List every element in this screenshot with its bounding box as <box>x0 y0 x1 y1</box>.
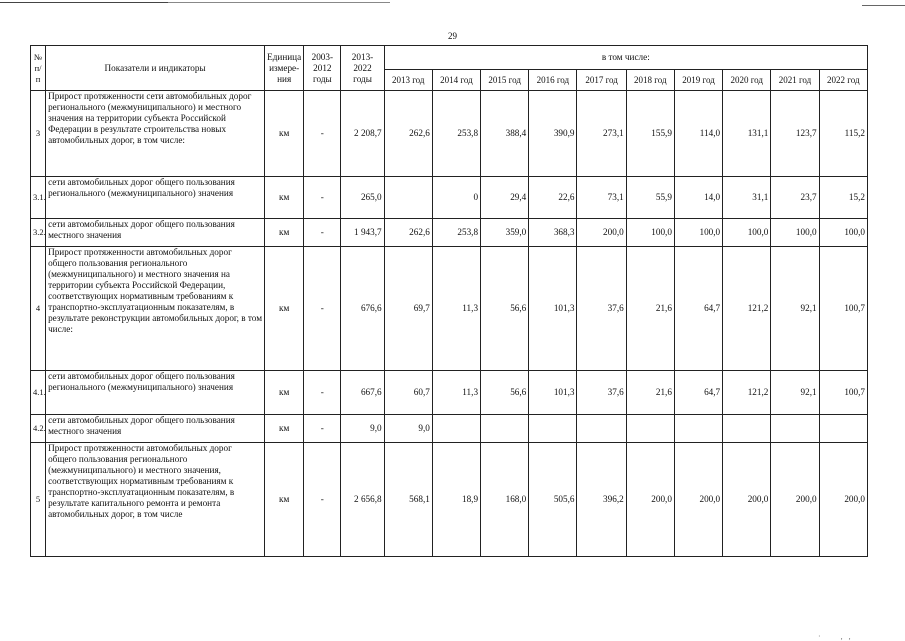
row-value-2019: 64,7 <box>674 247 722 371</box>
row-value-2016: 101,3 <box>529 247 577 371</box>
row-unit: км <box>265 177 304 219</box>
row-value-2020: 200,0 <box>723 443 771 557</box>
row-value-2020: 121,2 <box>723 371 771 415</box>
row-value-2015: 56,6 <box>481 247 529 371</box>
row-value-2020: 121,2 <box>723 247 771 371</box>
header-year: 2017 год <box>577 70 626 91</box>
row-name: сети автомобильных дорог общего пользования регионального (межмуниципального) значения <box>46 371 265 415</box>
row-value-2015: 56,6 <box>481 371 529 415</box>
row-value-2022 <box>819 415 867 443</box>
row-num: 5 <box>31 443 46 557</box>
row-value-2013: 9,0 <box>384 415 432 443</box>
row-value-2018 <box>626 415 674 443</box>
row-value-2020 <box>723 415 771 443</box>
row-value-2018: 55,9 <box>626 177 674 219</box>
row-value-2015 <box>481 415 529 443</box>
header-unit: Единица измере-ния <box>265 46 304 91</box>
row-value-2014 <box>432 415 480 443</box>
row-name: сети автомобильных дорог общего пользования местного значения <box>46 415 265 443</box>
row-value-2017: 273,1 <box>577 91 626 177</box>
header-year: 2021 год <box>771 70 819 91</box>
row-value-2018: 100,0 <box>626 219 674 247</box>
table-row <box>31 415 868 443</box>
table-row <box>31 177 868 219</box>
header-group-label: в том числе: <box>384 46 867 70</box>
row-value-2013: 262,6 <box>384 219 432 247</box>
row-value-2021: 92,1 <box>771 371 819 415</box>
row-value-2017: 73,1 <box>577 177 626 219</box>
row-value-2019: 114,0 <box>674 91 722 177</box>
row-period-2003-2012: - <box>304 247 341 371</box>
row-value-2017: 37,6 <box>577 371 626 415</box>
row-value-2018: 21,6 <box>626 371 674 415</box>
row-value-2022: 100,0 <box>819 219 867 247</box>
row-unit: км <box>265 371 304 415</box>
row-period-2003-2012: - <box>304 443 341 557</box>
row-unit: км <box>265 443 304 557</box>
header-year: 2022 год <box>819 70 867 91</box>
row-value-2014: 11,3 <box>432 247 480 371</box>
row-value-2022: 15,2 <box>819 177 867 219</box>
row-value-2021: 92,1 <box>771 247 819 371</box>
row-value-2019: 64,7 <box>674 371 722 415</box>
header-indicator: Показатели и индикаторы <box>46 46 265 91</box>
row-period-2003-2012: - <box>304 177 341 219</box>
row-value-2022: 100,7 <box>819 247 867 371</box>
row-value-2015: 359,0 <box>481 219 529 247</box>
row-value-2020: 31,1 <box>723 177 771 219</box>
scan-edge-line <box>168 2 390 3</box>
row-value-2014: 18,9 <box>432 443 480 557</box>
row-value-2014: 0 <box>432 177 480 219</box>
row-value-2018: 21,6 <box>626 247 674 371</box>
header-year: 2014 год <box>432 70 480 91</box>
row-value-2017: 37,6 <box>577 247 626 371</box>
row-value-2018: 200,0 <box>626 443 674 557</box>
row-unit: км <box>265 91 304 177</box>
row-value-2016: 390,9 <box>529 91 577 177</box>
row-value-2015: 29,4 <box>481 177 529 219</box>
scan-edge-line <box>862 5 905 6</box>
row-value-2019: 14,0 <box>674 177 722 219</box>
row-value-2020: 131,1 <box>723 91 771 177</box>
row-period-2013-2022: 676,6 <box>341 247 384 371</box>
header-year: 2020 год <box>723 70 771 91</box>
row-num: 3.1. <box>31 177 46 219</box>
row-value-2014: 253,8 <box>432 219 480 247</box>
row-num: 3.2. <box>31 219 46 247</box>
scan-artifact-marks: · , , <box>818 632 851 641</box>
header-year: 2019 год <box>674 70 722 91</box>
row-period-2013-2022: 667,6 <box>341 371 384 415</box>
row-value-2018: 155,9 <box>626 91 674 177</box>
scan-edge-line <box>0 2 168 3</box>
row-value-2022: 100,7 <box>819 371 867 415</box>
indicators-table <box>30 45 868 557</box>
header-year: 2016 год <box>529 70 577 91</box>
row-value-2014: 253,8 <box>432 91 480 177</box>
row-value-2021: 100,0 <box>771 219 819 247</box>
row-value-2017 <box>577 415 626 443</box>
row-unit: км <box>265 247 304 371</box>
row-value-2013: 568,1 <box>384 443 432 557</box>
row-value-2016: 505,6 <box>529 443 577 557</box>
row-name: Прирост протяженности автомобильных дорог общего пользования регионального (межмуниципального) и местного значения, соответствующих нормативным требованиям к транспортно-эксплуатационным показателям, в результате капитального ремонта и ремонта автомобильных дорог, в том числе <box>46 443 265 557</box>
header-year: 2013 год <box>384 70 432 91</box>
row-value-2019: 200,0 <box>674 443 722 557</box>
table-row <box>31 443 868 557</box>
row-value-2016: 22,6 <box>529 177 577 219</box>
row-value-2021: 200,0 <box>771 443 819 557</box>
row-num: 3 <box>31 91 46 177</box>
row-period-2013-2022: 1 943,7 <box>341 219 384 247</box>
row-value-2016 <box>529 415 577 443</box>
row-value-2021: 123,7 <box>771 91 819 177</box>
row-value-2013: 69,7 <box>384 247 432 371</box>
table-row <box>31 247 868 371</box>
row-value-2019: 100,0 <box>674 219 722 247</box>
row-period-2003-2012: - <box>304 415 341 443</box>
row-period-2013-2022: 265,0 <box>341 177 384 219</box>
row-period-2013-2022: 9,0 <box>341 415 384 443</box>
table-row <box>31 91 868 177</box>
header-year: 2018 год <box>626 70 674 91</box>
row-num: 4.1. <box>31 371 46 415</box>
header-period-2013-2022: 2013-2022 годы <box>341 46 384 91</box>
row-period-2013-2022: 2 656,8 <box>341 443 384 557</box>
row-value-2021: 23,7 <box>771 177 819 219</box>
row-period-2003-2012: - <box>304 371 341 415</box>
row-value-2015: 388,4 <box>481 91 529 177</box>
page-number: 29 <box>448 31 457 41</box>
row-value-2016: 101,3 <box>529 371 577 415</box>
row-value-2019 <box>674 415 722 443</box>
header-num: № п/п <box>31 46 46 91</box>
row-unit: км <box>265 415 304 443</box>
row-value-2014: 11,3 <box>432 371 480 415</box>
row-value-2015: 168,0 <box>481 443 529 557</box>
row-value-2017: 396,2 <box>577 443 626 557</box>
row-num: 4 <box>31 247 46 371</box>
row-name: сети автомобильных дорог общего пользования регионального (межмуниципального) значения <box>46 177 265 219</box>
header-year: 2015 год <box>481 70 529 91</box>
row-value-2013 <box>384 177 432 219</box>
row-value-2022: 200,0 <box>819 443 867 557</box>
row-value-2016: 368,3 <box>529 219 577 247</box>
table-row <box>31 219 868 247</box>
row-value-2021 <box>771 415 819 443</box>
table-row <box>31 371 868 415</box>
row-value-2020: 100,0 <box>723 219 771 247</box>
row-name: сети автомобильных дорог общего пользования местного значения <box>46 219 265 247</box>
row-period-2003-2012: - <box>304 219 341 247</box>
row-value-2017: 200,0 <box>577 219 626 247</box>
row-period-2013-2022: 2 208,7 <box>341 91 384 177</box>
row-num: 4.2. <box>31 415 46 443</box>
row-period-2003-2012: - <box>304 91 341 177</box>
row-unit: км <box>265 219 304 247</box>
row-value-2013: 60,7 <box>384 371 432 415</box>
header-period-2003-2012: 2003-2012 годы <box>304 46 341 91</box>
row-name: Прирост протяженности сети автомобильных дорог регионального (межмуниципального) и местного значения на территории субъекта Российской Федерации в результате строительства новых автомобильных дорог, в том числе: <box>46 91 265 177</box>
row-name: Прирост протяженности автомобильных дорог общего пользования регионального (межмуниципального) и местного значения на территории субъекта Российской Федерации, соответствующих нормативным требованиям к транспортно-эксплуатационным показателям, в результате реконструкции автомобильных дорог, в том числе: <box>46 247 265 371</box>
row-value-2013: 262,6 <box>384 91 432 177</box>
row-value-2022: 115,2 <box>819 91 867 177</box>
